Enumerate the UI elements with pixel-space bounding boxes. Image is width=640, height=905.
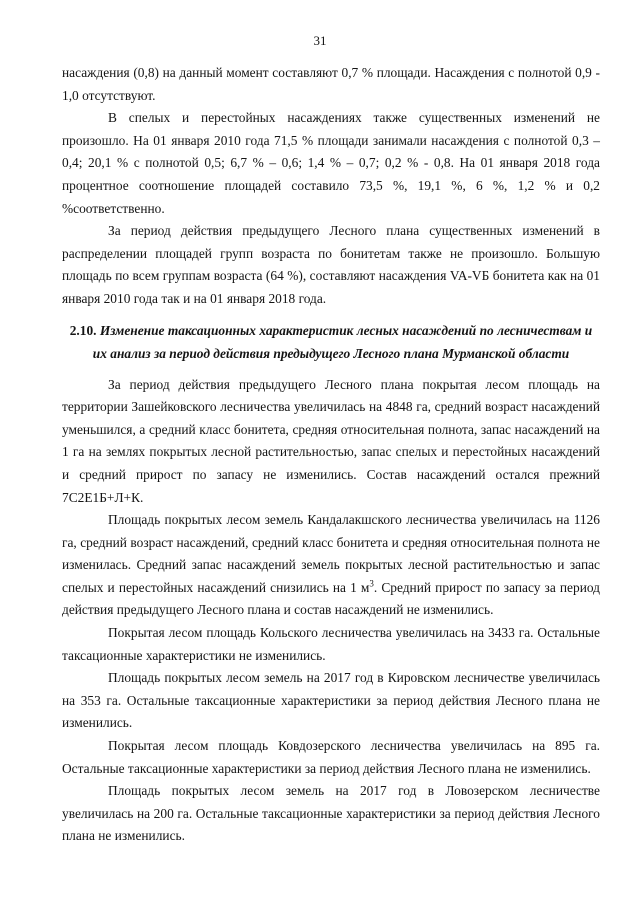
paragraph-kovdozerskoe: Покрытая лесом площадь Ковдозерского лесничества увеличилась на 895 га. Остальные таксационные характеристики за период действия Лесного плана не изменились.: [62, 738, 600, 776]
section-title: Изменение таксационных характеристик лесных насаждений по лесничествам и их анализ за период действия предыдущего Лесного плана Мурманской области: [92, 322, 593, 361]
kandalakshskoe-text-part2: . Средний прирост по запасу за период действия предыдущего Лесного плана и состав насаждений не изменились.: [62, 579, 600, 618]
page-content: [62, 62, 600, 848]
section-number: 2.10.: [69, 322, 97, 338]
page-number: 31: [313, 33, 327, 48]
paragraph-kirovskoe: Площадь покрытых лесом земель на 2017 год в Кировском лесничестве увеличилась на 353 га. Остальные таксационные характеристики за период действия Лесного плана не изменились.: [62, 670, 600, 731]
paragraph-density-continued: насаждения (0,8) на данный момент составляют 0,7 % площади. Насаждения с полнотой 0,9 - 1,0 отсутствуют.: [62, 65, 600, 103]
kandalakshskoe-text-part1: Площадь покрытых лесом земель Кандалакшского лесничества увеличилась на 1126 га, средний возраст насаждений, средний класс бонитета и средняя относительная полнота не изменилась. Средний запас насаждений земель покрытых лесной растительностью и запас спелых и перестойных насаждений снизились на 1 м: [62, 512, 600, 595]
paragraph-mature-stands: В спелых и перестойных насаждениях также существенных изменений не произошло. На 01 января 2010 года 71,5 % площади занимали насаждения с полнотой 0,3 – 0,4; 20,1 % с полнотой 0,5; 6,7 % – 0,6; 1,4 % – 0,7; 0,2 % - 0,8. На 01 января 2018 года процентное соотношение площадей составило 73,5 %, 19,1 %, 6 %, 1,2 % и 0,2 %соответственно.: [62, 110, 600, 216]
section-heading: [62, 319, 600, 365]
paragraph-kandalakshskoe: [62, 509, 600, 622]
paragraph-lovozerskoe: Площадь покрытых лесом земель на 2017 год в Ловозерском лесничестве увеличилась на 200 га. Остальные таксационные характеристики за период действия Лесного плана не изменились.: [62, 783, 600, 844]
paragraph-kolskoe: Покрытая лесом площадь Кольского лесничества увеличилась на 3433 га. Остальные таксационные характеристики не изменились.: [62, 625, 600, 663]
paragraph-zasheikovskoe: За период действия предыдущего Лесного плана покрытая лесом площадь на территории Зашейковского лесничества увеличилась на 4848 га, средний возраст насаждений уменьшился, а средний класс бонитета, средняя относительная полнота, запас насаждений на 1 га на землях покрытых лесной растительностью, запас спелых и перестойных насаждений и средний прирост по запасу не изменились. Состав насаждений остался прежний 7С2Е1Б+Л+К.: [62, 376, 600, 505]
cubic-superscript: 3: [369, 578, 374, 589]
paragraph-bonitet-distribution: За период действия предыдущего Лесного плана существенных изменений в распределении площадей групп возраста по бонитетам также не произошло. Большую площадь по всем группам возраста (64 %), составляют насаждения VA-VБ бонитета как на 01 января 2010 года так и на 01 января 2018 года.: [62, 223, 600, 306]
